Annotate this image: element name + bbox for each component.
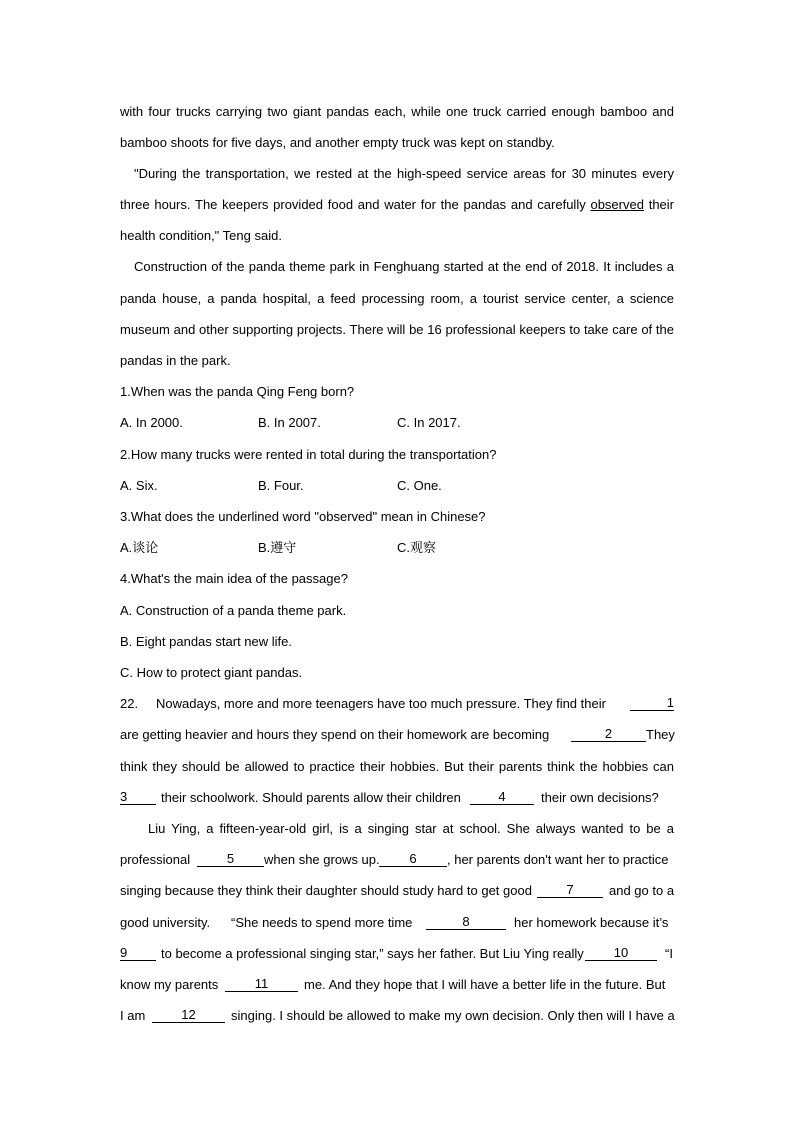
passage2-line-2-end: They [646,727,675,742]
q1-option-a: A. In 2000. [120,415,183,430]
passage1-line-5: health condition," Teng said. [120,228,282,243]
passage2-line-8-quote: “She needs to spend more time [231,915,413,930]
q3-option-c: C.观察 [397,540,437,555]
passage2-line-5: Liu Ying, a fifteen-year-old girl, is a singing star at school. She always wanted to be a [148,821,674,836]
blank-2[interactable]: 2 [571,727,646,742]
blank-5[interactable]: 5 [197,852,264,867]
passage1-line-9: pandas in the park. [120,353,231,368]
passage2-line-8-end: her homework because it’s [514,915,669,930]
passage1-line-7: panda house, a panda hospital, a feed processing room, a tourist service center, a science [120,291,674,306]
passage2-line-1-text: Nowadays, more and more teenagers have too much pressure. They find their [156,696,606,711]
underlined-word-observed: observed [590,197,644,212]
passage2-line-8-text: good university. [120,915,211,930]
blank-3[interactable]: 3 [120,790,156,805]
blank-7[interactable]: 7 [537,883,603,898]
q2-option-b: B. Four. [258,478,304,493]
passage1-line-4-text: three hours. The keepers provided food and water for the pandas and carefully [120,197,586,212]
blank-4[interactable]: 4 [470,790,534,805]
blank-8[interactable]: 8 [426,915,506,930]
q1-option-b: B. In 2007. [258,415,321,430]
q2-option-a: A. Six. [120,478,158,493]
question-1: 1.When was the panda Qing Feng born? [120,384,355,399]
passage2-line-4-text: their schoolwork. Should parents allow their children [161,790,461,805]
passage1-line-6: Construction of the panda theme park in Fenghuang started at the end of 2018. It includes a [134,259,674,274]
passage2-line-3: think they should be allowed to practice their hobbies. But their parents think the hobbies can [120,759,674,774]
q3-option-b: B.遵守 [258,540,297,555]
passage2-line-6-text: professional [120,852,191,867]
passage2-line-7-end: and go to a [609,883,675,898]
q2-option-c: C. One. [397,478,442,493]
q3-option-a: A.谈论 [120,540,159,555]
section-number: 22. [120,696,139,711]
q4-option-b: B. Eight pandas start new life. [120,634,292,649]
blank-6[interactable]: 6 [379,852,447,867]
blank-11[interactable]: 11 [225,977,298,992]
q4-option-a: A. Construction of a panda theme park. [120,603,347,618]
passage2-line-4-end: their own decisions? [541,790,659,805]
passage2-line-6-end: , her parents don't want her to practice [447,852,669,867]
passage2-line-10-text: know my parents [120,977,219,992]
passage2-line-10-end: me. And they hope that I will have a better life in the future. But [304,977,666,992]
passage2-line-9-text: to become a professional singing star,” says her father. But Liu Ying really [161,946,584,961]
blank-10[interactable]: 10 [585,946,657,961]
blank-9[interactable]: 9 [120,946,156,961]
passage2-line-11-end: singing. I should be allowed to make my own decision. Only then will I have a [231,1008,675,1023]
passage1-line-8: museum and other supporting projects. There will be 16 professional keepers to take care of the [120,322,674,337]
blank-1[interactable]: 1 [630,696,674,711]
question-2: 2.How many trucks were rented in total during the transportation? [120,447,497,462]
blank-12[interactable]: 12 [152,1008,225,1023]
passage1-line-1: with four trucks carrying two giant pandas each, while one truck carried enough bamboo and [120,104,674,119]
passage2-line-2-text: are getting heavier and hours they spend on their homework are becoming [120,727,550,742]
passage2-line-6-mid: when she grows up. [264,852,380,867]
passage1-line-4 [120,197,674,213]
passage2-line-7-text: singing because they think their daughter should study hard to get good [120,883,532,898]
question-4: 4.What's the main idea of the passage? [120,571,348,586]
passage2-line-9-end: “I [665,946,673,961]
q4-option-c: C. How to protect giant pandas. [120,665,303,680]
passage1-line-3: "During the transportation, we rested at the high-speed service areas for 30 minutes every [134,166,674,181]
passage2-line-11-text: I am [120,1008,146,1023]
passage1-line-2: bamboo shoots for five days, and another empty truck was kept on standby. [120,135,555,150]
q1-option-c: C. In 2017. [397,415,461,430]
question-3: 3.What does the underlined word "observed" mean in Chinese? [120,509,486,524]
passage1-line-4-end: their [648,197,674,212]
